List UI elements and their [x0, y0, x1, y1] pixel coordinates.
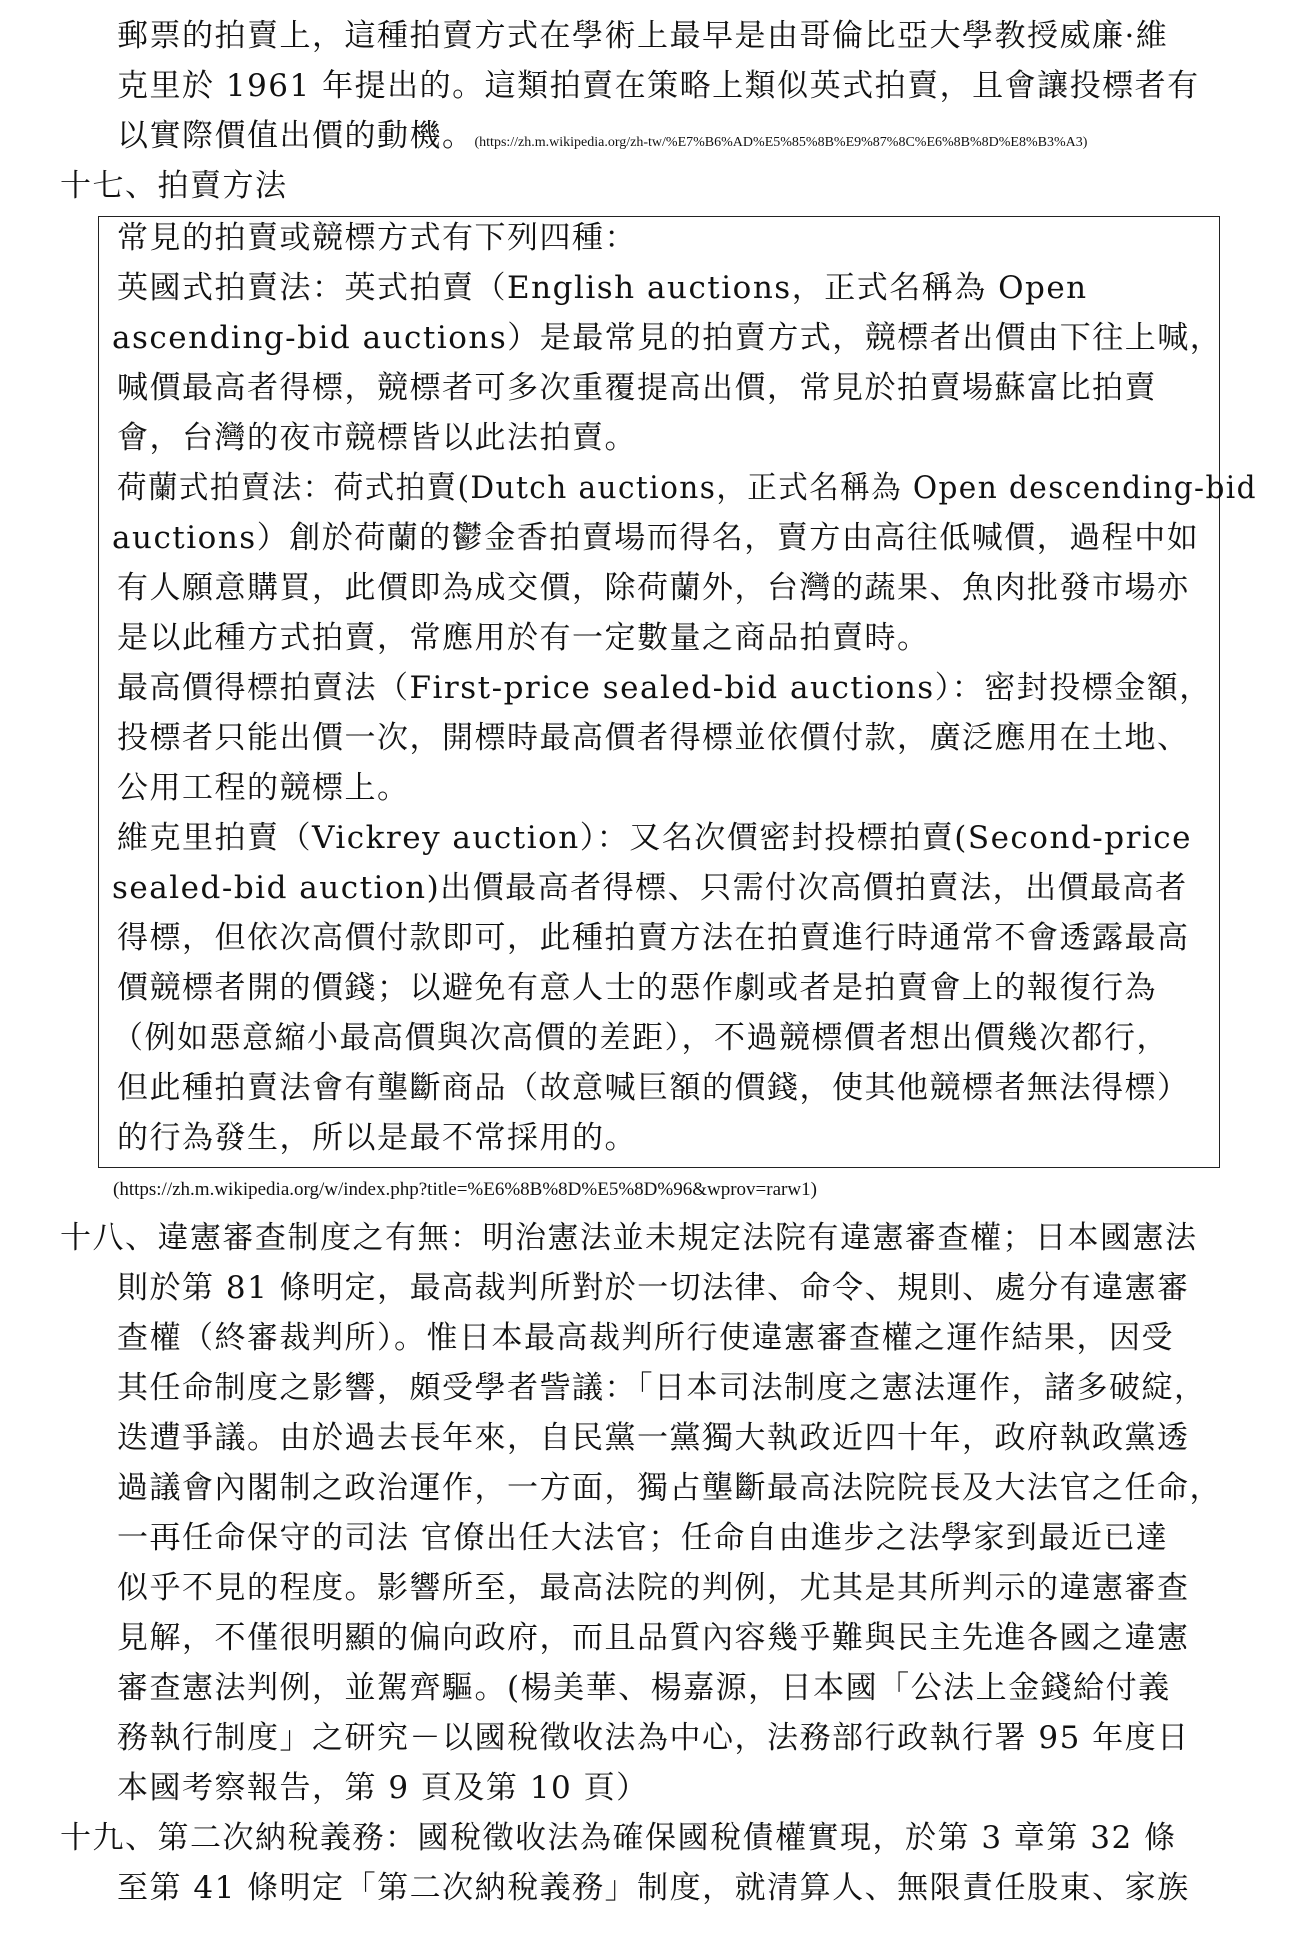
- box-line-18: 但此種拍賣法會有壟斷商品（故意喊巨額的價錢，使其他競標者無法得標）: [117, 1070, 1190, 1106]
- intro-line-3: [117, 116, 1087, 163]
- box-line-19: 的行為發生，所以是最不常採用的。: [117, 1120, 637, 1156]
- box-line-6: 荷蘭式拍賣法：荷式拍賣(Dutch auctions，正式名稱為 Open descending-bid: [117, 470, 1257, 506]
- section-18-line-7: 一再任命保守的司法 官僚出任大法官；任命自由進步之法學家到最近已達: [117, 1520, 1169, 1556]
- box-line-16: 價競標者開的價錢；以避免有意人士的惡作劇或者是拍賣會上的報復行為: [117, 970, 1157, 1006]
- box-line-3: ascending-bid auctions）是最常見的拍賣方式，競標者出價由下往上喊，: [112, 320, 1223, 356]
- section-17-heading: 十七、拍賣方法: [60, 168, 288, 204]
- box-line-1: 常見的拍賣或競標方式有下列四種：: [117, 220, 637, 256]
- section-18-line-4: 其任命制度之影響，頗受學者訾議：「日本司法制度之憲法運作，諸多破綻，: [117, 1370, 1207, 1406]
- box-line-8: 有人願意購買，此價即為成交價，除荷蘭外，台灣的蔬果、魚肉批發市場亦: [117, 570, 1190, 606]
- section-18-line-8: 似乎不見的程度。影響所至，最高法院的判例，尤其是其所判示的違憲審查: [117, 1570, 1190, 1606]
- section-18-line-6: 過議會內閣制之政治運作，一方面，獨占壟斷最高法院院長及大法官之任命，: [117, 1470, 1222, 1506]
- intro-line-1: 郵票的拍賣上，這種拍賣方式在學術上最早是由哥倫比亞大學教授威廉·維: [117, 18, 1169, 54]
- intro-line-3-text: 以實際價值出價的動機。: [117, 118, 475, 154]
- section-18-line-2: 則於第 81 條明定，最高裁判所對於一切法律、命令、規則、處分有違憲審: [117, 1270, 1190, 1306]
- section-18-line-1: 十八、違憲審查制度之有無：明治憲法並未規定法院有違憲審查權；日本國憲法: [60, 1220, 1198, 1256]
- section-18-line-5: 迭遭爭議。由於過去長年來，自民黨一黨獨大執政近四十年，政府執政黨透: [117, 1420, 1190, 1456]
- box-line-13: 維克里拍賣（Vickrey auction）：又名次價密封投標拍賣(Second-price: [117, 820, 1193, 856]
- box-line-12: 公用工程的競標上。: [117, 770, 410, 806]
- box-line-2: 英國式拍賣法：英式拍賣（English auctions，正式名稱為 Open: [117, 270, 1088, 306]
- box-line-15: 得標，但依次高價付款即可，此種拍賣方法在拍賣進行時通常不會透露最高: [117, 920, 1190, 956]
- section-18-line-3: 查權（終審裁判所）。惟日本最高裁判所行使違憲審查權之運作結果，因受: [117, 1320, 1174, 1356]
- box-line-17: （例如惡意縮小最高價與次高價的差距），不過競標價者想出價幾次都行，: [112, 1020, 1169, 1056]
- box-citation-url: (https://zh.m.wikipedia.org/w/index.php?title=%E6%8B%8D%E5%8D%96&wprov=rarw1): [113, 1179, 817, 1200]
- box-line-14: sealed-bid auction)出價最高者得標、只需付次高價拍賣法，出價最高者: [112, 870, 1188, 906]
- intro-citation-url: (https://zh.m.wikipedia.org/zh-tw/%E7%B6%AD%E5%85%8B%E9%87%8C%E6%8B%8D%E8%B3%A3): [474, 135, 1088, 150]
- box-line-9: 是以此種方式拍賣，常應用於有一定數量之商品拍賣時。: [117, 620, 930, 656]
- box-line-11: 投標者只能出價一次，開標時最高價者得標並依價付款，廣泛應用在土地、: [117, 720, 1190, 756]
- section-19-line-2: 至第 41 條明定「第二次納稅義務」制度，就清算人、無限責任股東、家族: [117, 1870, 1190, 1906]
- box-line-10: 最高價得標拍賣法（First-price sealed-bid auctions）：密封投標金額，: [117, 670, 1212, 706]
- section-19-line-1: 十九、第二次納稅義務：國稅徵收法為確保國稅債權實現，於第 3 章第 32 條: [60, 1820, 1177, 1856]
- section-18-line-10: 審查憲法判例，並駕齊驅。(楊美華、楊嘉源，日本國「公法上金錢給付義: [117, 1670, 1171, 1706]
- section-18-line-12: 本國考察報告，第 9 頁及第 10 頁）: [117, 1770, 649, 1806]
- section-18-line-11: 務執行制度」之研究－以國稅徵收法為中心，法務部行政執行署 95 年度日: [117, 1720, 1190, 1756]
- section-18-line-9: 見解，不僅很明顯的偏向政府，而且品質內容幾乎難與民主先進各國之違憲: [117, 1620, 1190, 1656]
- box-line-4: 喊價最高者得標，競標者可多次重覆提高出價，常見於拍賣場蘇富比拍賣: [117, 370, 1157, 406]
- box-line-5: 會，台灣的夜市競標皆以此法拍賣。: [117, 420, 637, 456]
- intro-line-2: 克里於 1961 年提出的。這類拍賣在策略上類似英式拍賣，且會讓投標者有: [117, 68, 1200, 104]
- box-line-7: auctions）創於荷蘭的鬱金香拍賣場而得名，賣方由高往低喊價，過程中如: [112, 520, 1200, 556]
